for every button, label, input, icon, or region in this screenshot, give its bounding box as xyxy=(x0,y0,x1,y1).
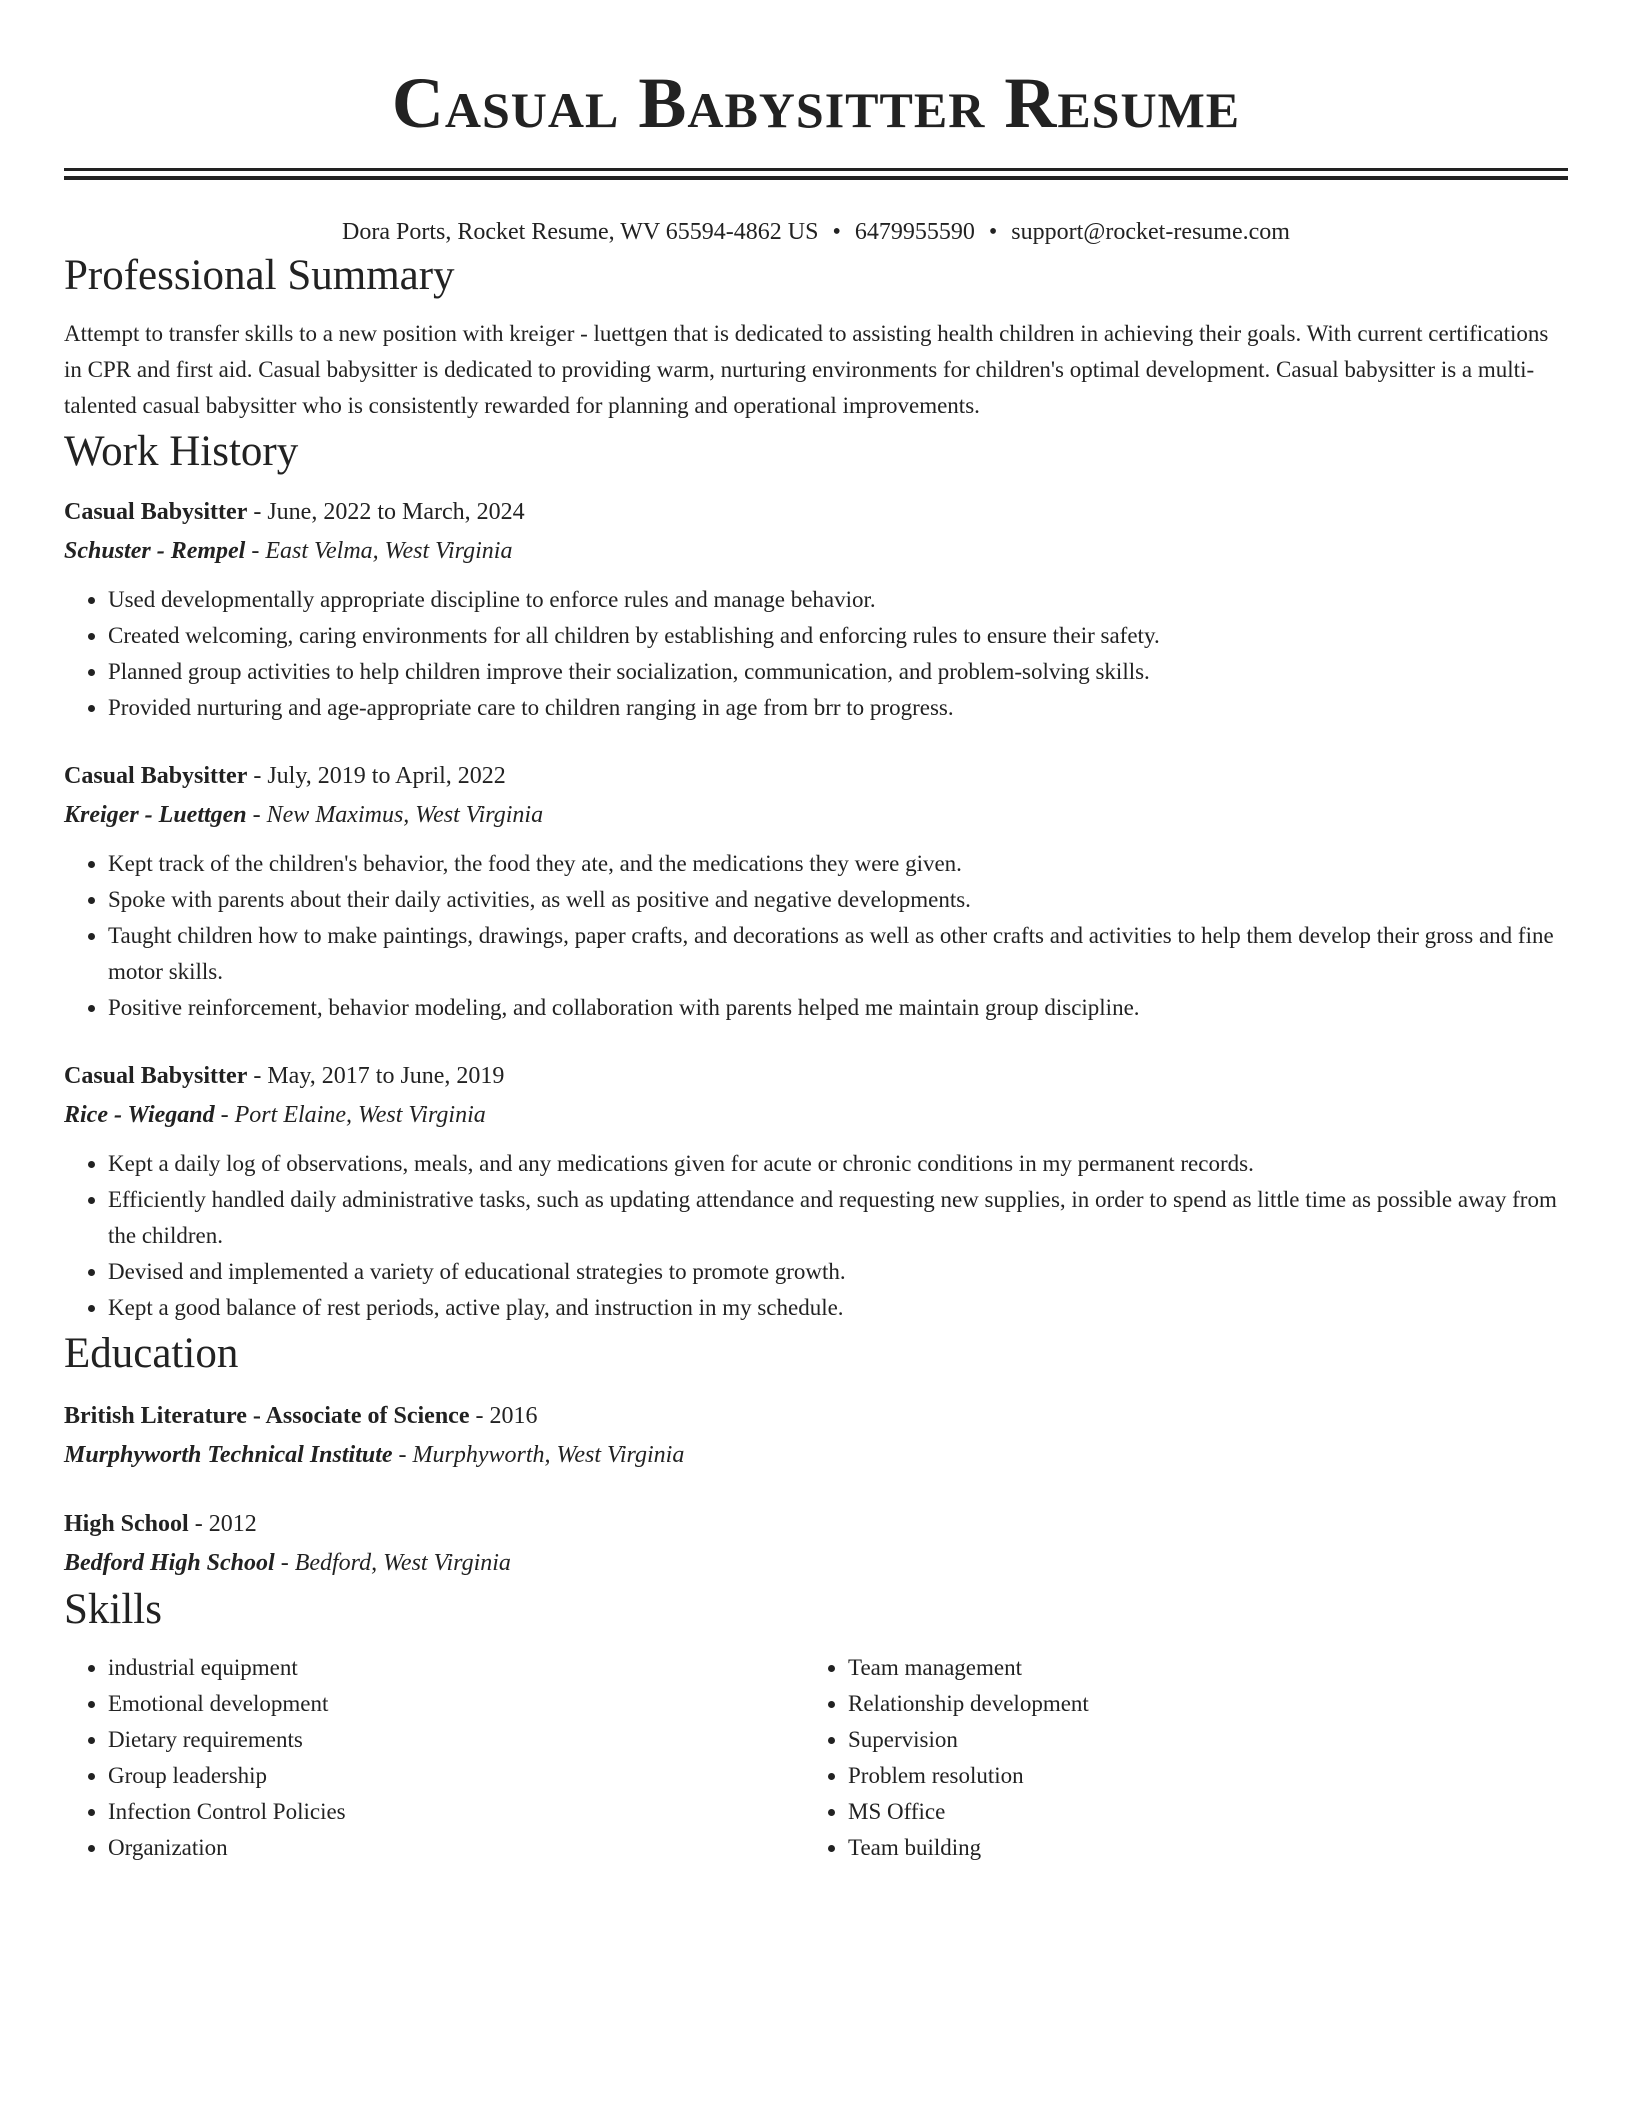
job-duty: • Positive reinforcement, behavior modeling, and collaboration with parents helped me maintain group discipline. xyxy=(108,990,1568,1026)
job-company-line xyxy=(64,796,1568,834)
skill-item: • Team building xyxy=(848,1830,1544,1866)
contact-line xyxy=(64,216,1568,248)
education-degree: British Literature - Associate of Science xyxy=(64,1403,470,1429)
job-title: Casual Babysitter xyxy=(64,1063,248,1089)
education-entry xyxy=(64,1504,1568,1582)
skill-item: • Emotional development xyxy=(108,1686,804,1722)
education-year: - 2016 xyxy=(469,1403,538,1429)
job-duty: • Taught children how to make paintings, drawings, paper crafts, and decorations as well as other crafts and activities to help them develop their gross and fine motor skills. xyxy=(108,918,1568,990)
job-duty: • Kept a daily log of observations, meals, and any medications given for acute or chronic conditions in my permanent records. xyxy=(108,1146,1568,1182)
work-history-heading: Work History xyxy=(64,428,299,475)
skill-item: • Supervision xyxy=(848,1722,1544,1758)
education-school-line xyxy=(64,1544,1568,1582)
job-title: Casual Babysitter xyxy=(64,763,248,789)
contact-phone: 6479955590 xyxy=(854,219,975,245)
job-dates: - June, 2022 to March, 2024 xyxy=(247,499,525,525)
job-entry xyxy=(64,756,1568,1026)
education-location: - Bedford, West Virginia xyxy=(274,1550,511,1576)
job-duty: • Kept track of the children's behavior, the food they ate, and the medications they were given. xyxy=(108,846,1568,882)
job-company: Kreiger - Luettgen xyxy=(64,802,247,828)
education-school: Bedford High School xyxy=(64,1550,275,1576)
job-company: Schuster - Rempel xyxy=(64,538,246,564)
job-location: - Port Elaine, West Virginia xyxy=(214,1102,486,1128)
skill-item: • Dietary requirements xyxy=(108,1722,804,1758)
skill-item: • Problem resolution xyxy=(848,1758,1544,1794)
job-duty: • Used developmentally appropriate discipline to enforce rules and manage behavior. xyxy=(108,582,1568,618)
job-duties-list xyxy=(64,582,1568,726)
job-entry xyxy=(64,1056,1568,1326)
resume-page xyxy=(64,0,1568,1866)
skill-item: • Team management xyxy=(848,1650,1544,1686)
job-duty: • Efficiently handled daily administrative tasks, such as updating attendance and requesting new supplies, in order to spend as little time as possible away from the children. xyxy=(108,1182,1568,1254)
contact-separator: • xyxy=(832,219,841,245)
contact-separator: • xyxy=(988,219,998,245)
summary-heading: Professional Summary xyxy=(64,252,455,299)
education-school-line xyxy=(64,1436,1568,1474)
job-location: - New Maximus, West Virginia xyxy=(246,802,544,828)
education-year: - 2012 xyxy=(188,1511,257,1537)
job-title-line xyxy=(64,1056,1568,1096)
title-divider xyxy=(64,168,1568,180)
job-company-line xyxy=(64,532,1568,570)
job-title-line xyxy=(64,756,1568,796)
job-duty: • Kept a good balance of rest periods, active play, and instruction in my schedule. xyxy=(108,1290,1568,1326)
education-heading: Education xyxy=(64,1330,239,1377)
job-dates: - May, 2017 to June, 2019 xyxy=(247,1063,505,1089)
job-duty: • Created welcoming, caring environments for all children by establishing and enforcing rules to ensure their safety. xyxy=(108,618,1568,654)
skill-item: • Organization xyxy=(108,1830,804,1866)
resume-title: Casual Babysitter Resume xyxy=(391,63,1241,143)
skill-item: • Relationship development xyxy=(848,1686,1544,1722)
job-duties-list xyxy=(64,846,1568,1026)
job-title-line xyxy=(64,492,1568,532)
job-duties-list xyxy=(64,1146,1568,1326)
skills-columns xyxy=(64,1650,1568,1866)
job-duty: • Provided nurturing and age-appropriate care to children ranging in age from brr to progress. xyxy=(108,690,1568,726)
education-location: - Murphyworth, West Virginia xyxy=(392,1442,685,1468)
job-duty: • Devised and implemented a variety of educational strategies to promote growth. xyxy=(108,1254,1568,1290)
education-school: Murphyworth Technical Institute xyxy=(64,1442,393,1468)
skill-item: • Group leadership xyxy=(108,1758,804,1794)
contact-address: Dora Ports, Rocket Resume, WV 65594-4862 US xyxy=(342,219,819,245)
job-company-line xyxy=(64,1096,1568,1134)
education-degree-line xyxy=(64,1504,1568,1544)
job-dates: - July, 2019 to April, 2022 xyxy=(247,763,506,789)
job-duty: • Planned group activities to help children improve their socialization, communication, and problem-solving skills. xyxy=(108,654,1568,690)
skill-item: • MS Office xyxy=(848,1794,1544,1830)
job-title: Casual Babysitter xyxy=(64,499,248,525)
job-location: - East Velma, West Virginia xyxy=(245,538,513,564)
skills-list-right xyxy=(804,1650,1544,1866)
job-company: Rice - Wiegand xyxy=(64,1102,215,1128)
job-duty: • Spoke with parents about their daily activities, as well as positive and negative developments. xyxy=(108,882,1568,918)
summary-text: Attempt to transfer skills to a new position with kreiger - luettgen that is dedicated to assisting health children in achieving their goals. With current certifications in CPR and first aid. Casual babysitter is dedicated to providing warm, nurturing environments for children's optimal development. Casual babysitter is a multi-talented casual babysitter who is consistently rewarded for planning and operational improvements. xyxy=(64,321,1549,418)
skill-item: • industrial equipment xyxy=(108,1650,804,1686)
skill-item: • Infection Control Policies xyxy=(108,1794,804,1830)
skills-heading: Skills xyxy=(64,1586,162,1633)
job-entry xyxy=(64,492,1568,726)
education-entry xyxy=(64,1396,1568,1474)
contact-email: support@rocket-resume.com xyxy=(1011,219,1290,245)
skills-list-left xyxy=(64,1650,804,1866)
education-degree: High School xyxy=(64,1511,189,1537)
education-degree-line xyxy=(64,1396,1568,1436)
